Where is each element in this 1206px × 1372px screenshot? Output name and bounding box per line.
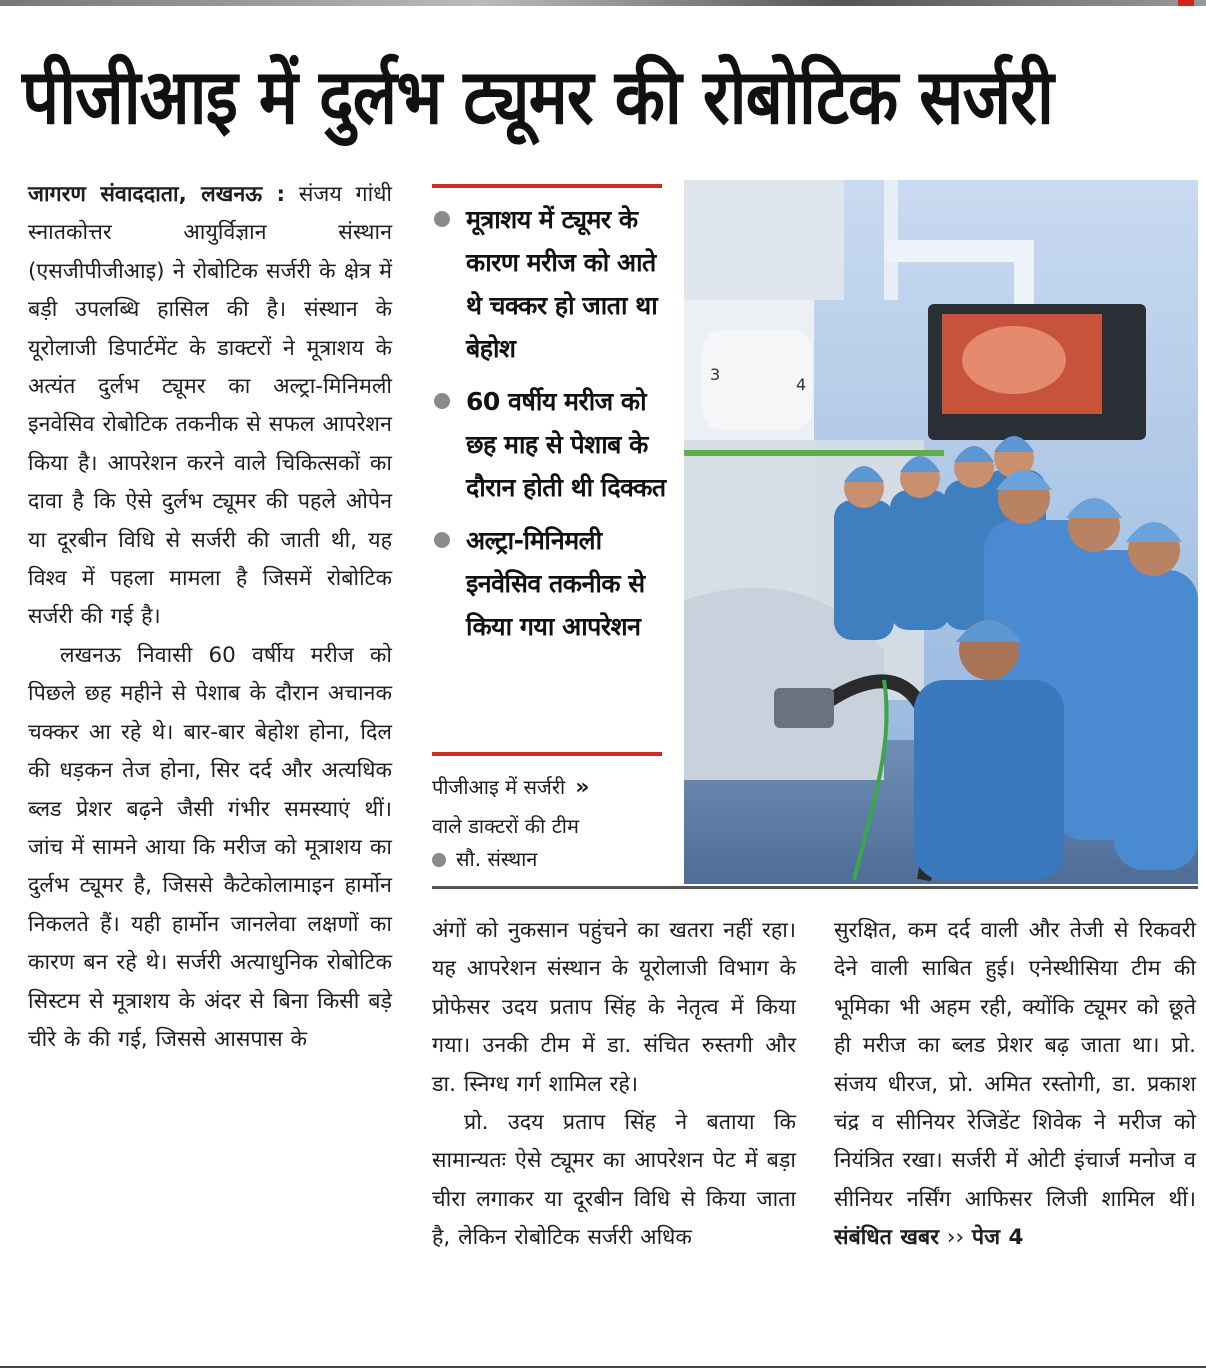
caption-arrow-icon: »: [575, 775, 590, 800]
article-paragraph: [28, 176, 392, 637]
surgical-team-photo: [684, 180, 1198, 884]
paragraph-text: संजय गांधी स्नातकोत्तर आयुर्विज्ञान संस्थान (एसजीपीजीआइ) ने रोबोटिक सर्जरी के क्षेत्र में बड़ी उपलब्धि हासिल की है। संस्थान के यूरोलाजी डिपार्टमेंट के डाक्टरों ने मूत्राशय के अत्यंत दुर्लभ ट्यूमर का अल्ट्रा-मिनिमली इनवेसिव रोबोटिक तकनीक से सफल आपरेशन किया है। आपरेशन करने वाले चिकित्सकों का दावा है कि ऐसे दुर्लभ ट्यूमर की पहले ओपेन या दूरबीन विधि से सर्जरी की जाती थी, यह विश्व में पहला मामला है जिसमें रोबोटिक सर्जरी की गई है।: [28, 182, 392, 630]
related-news-label: संबंधित खबर: [834, 1225, 939, 1251]
highlight-item: [432, 380, 672, 509]
article-paragraph: [834, 912, 1196, 1258]
photo-caption: [432, 768, 672, 845]
highlights-list: [432, 198, 672, 658]
caption-line: वाले डाक्टरों की टीम: [432, 814, 579, 838]
highlight-text: मूत्राशय में ट्यूमर के कारण मरीज को आते थे चक्कर हो जाता था बेहोश: [466, 205, 658, 363]
top-accent: [1178, 0, 1194, 6]
highlight-text: 60 वर्षीय मरीज को छह माह से पेशाब के दौरान होती थी दिक्कत: [466, 387, 666, 502]
headline: पीजीआइ में दुर्लभ ट्यूमर की रोबोटिक सर्जरी: [22, 52, 1054, 141]
ceiling-boom-arm: [884, 240, 1034, 262]
highlights-top-rule: [432, 184, 662, 188]
seated-surgeon: [914, 680, 1064, 880]
robot-arm: [684, 180, 844, 300]
paragraph-text: सुरक्षित, कम दर्द वाली और तेजी से रिकवरी देने वाली साबित हुई। एनेस्थीसिया टीम की भूमिका भी अहम रही, क्योंकि ट्यूमर को छूते ही मरीज का ब्लड प्रेशर बढ़ जाता था। प्रो. संजय धीरज, प्रो. अमित रस्तोगी, डा. प्रकाश चंद्र व सीनियर रेजिडेंट शिवेक ने मरीज को नियंत्रित रखा। सर्जरी में ओटी इंचार्ज मनोज व सीनियर नर्सिंग आफिसर लिजी शामिल थीं।: [834, 918, 1196, 1212]
robot-rail: [684, 450, 944, 456]
bullet-icon: [432, 853, 446, 867]
photo-credit: [432, 842, 537, 876]
bottom-rule: [0, 1366, 1206, 1368]
credit-text: सौ. संस्थान: [456, 847, 538, 871]
caption-line: [432, 768, 672, 807]
article-paragraph: अंगों को नुकसान पहुंचने का खतरा नहीं रहा। यह आपरेशन संस्थान के यूरोलाजी विभाग के प्रोफेसर उदय प्रताप सिंह के नेतृत्व में किया गया। उनकी टीम में डा. संचित रुस्तगी और डा. स्निग्ध गर्ग शामिल रहे।: [432, 918, 796, 1097]
bullet-icon: [434, 532, 450, 548]
highlights-bottom-rule: [432, 752, 662, 756]
robot-arm-label: 4: [796, 375, 807, 394]
monitor-image: [962, 326, 1066, 394]
bullet-icon: [434, 393, 450, 409]
article-column-2: [432, 912, 796, 1258]
section-rule: [432, 886, 1198, 889]
instrument: [774, 688, 834, 728]
article-column-1: [28, 176, 392, 1059]
highlight-item: [432, 519, 672, 648]
bullet-icon: [434, 211, 450, 227]
robot-arm-label: 3: [710, 365, 721, 384]
highlight-text: अल्ट्रा-मिनिमली इनवेसिव तकनीक से किया गया आपरेशन: [466, 526, 645, 641]
caption-text: पीजीआइ में सर्जरी: [432, 775, 566, 799]
related-arrow-icon: ››: [946, 1225, 965, 1251]
article-paragraph: प्रो. उदय प्रताप सिंह ने बताया कि सामान्यतः ऐसे ट्यूमर का आपरेशन पेट में बड़ा चीरा लगाकर या दूरबीन विधि से किया जाता है, लेकिन रोबोटिक सर्जरी अधिक: [432, 1110, 796, 1251]
top-rule: [0, 0, 1206, 6]
dateline: जागरण संवाददाता, लखनऊ :: [28, 182, 286, 207]
page-reference: पेज 4: [971, 1225, 1024, 1251]
highlight-item: [432, 198, 672, 370]
article-paragraph: लखनऊ निवासी 60 वर्षीय मरीज को पिछले छह महीने से पेशाब के दौरान अचानक चक्कर आ रहे थे। बार-बार बेहोश होना, दिल की धड़कन तेज होना, सिर दर्द और अत्यधिक ब्लड प्रेशर बढ़ने जैसी गंभीर समस्याएं थीं। जांच में सामने आया कि मरीज को मूत्राशय का दुर्लभ ट्यूमर है, जिससे कैटेकोलामाइन हार्मोन निकलते हैं। यही हार्मोन जानलेवा लक्षणों का कारण बन रहे थे। सर्जरी अत्याधुनिक रोबोटिक सिस्टम से मूत्राशय के अंदर से बिना किसी बड़े चीरे के की गई, जिससे आसपास के: [28, 642, 392, 1052]
ceiling-boom-arm: [1014, 240, 1034, 310]
article-column-3: [834, 912, 1196, 1258]
